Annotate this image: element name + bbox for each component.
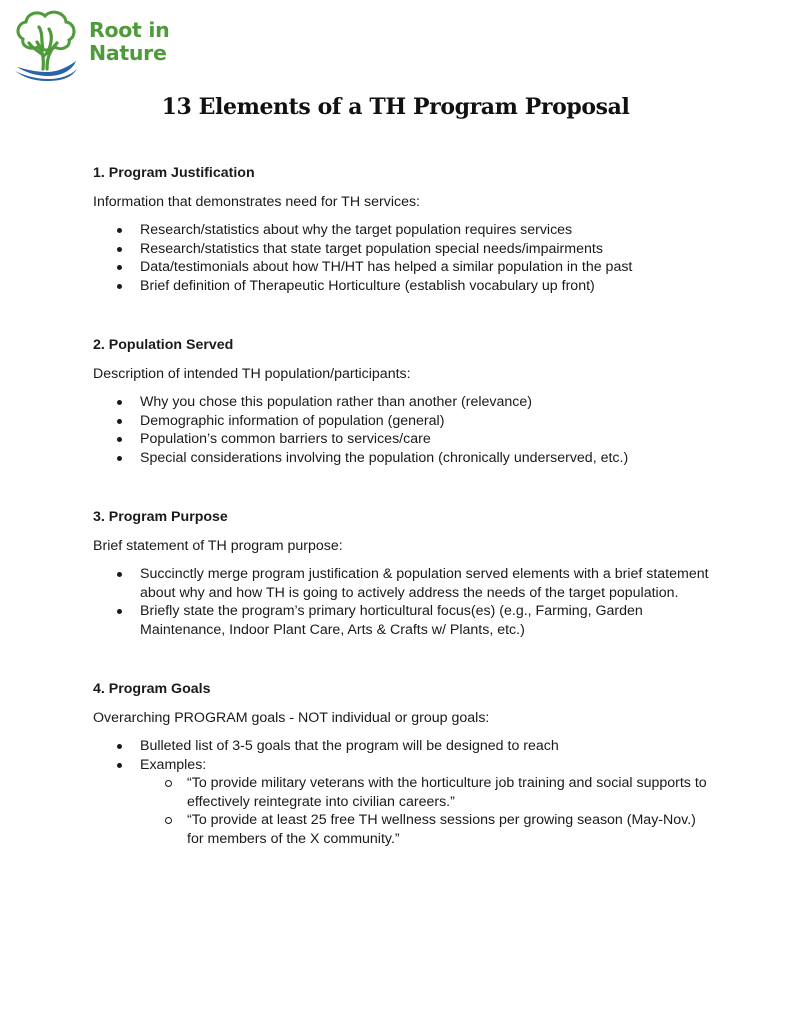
section-population-served: [93, 335, 713, 467]
list-item: Special considerations involving the population (chronically underserved, etc.): [93, 449, 713, 468]
section-heading: 1. Program Justification: [93, 165, 255, 181]
logo-line-1: Root in: [89, 18, 170, 42]
list-item: Population’s common barriers to services/care: [93, 430, 713, 449]
list-item: Bulleted list of 3-5 goals that the program will be designed to reach: [93, 737, 713, 756]
bullet-list: [93, 737, 713, 848]
sub-bullet-list: [140, 774, 713, 848]
tree-hand-icon: [13, 9, 79, 81]
page-title: 13 Elements of a TH Program Proposal: [161, 94, 630, 120]
section-intro: Information that demonstrates need for TH services:: [93, 194, 420, 210]
list-item: Research/statistics about why the target population requires services: [93, 221, 713, 240]
bullet-list: [93, 565, 713, 639]
list-item: Demographic information of population (general): [93, 412, 713, 431]
section-intro: Overarching PROGRAM goals - NOT individual or group goals:: [93, 710, 490, 726]
list-item-label: Examples:: [140, 756, 207, 773]
section-program-justification: [93, 163, 713, 295]
section-intro: Brief statement of TH program purpose:: [93, 538, 343, 554]
list-item: [93, 756, 713, 849]
root-in-nature-logo: [13, 9, 183, 81]
list-item: Why you chose this population rather than another (relevance): [93, 393, 713, 412]
section-program-goals: [93, 679, 713, 848]
list-item: Research/statistics that state target population special needs/impairments: [93, 240, 713, 259]
bullet-list: [93, 393, 713, 467]
list-item: Succinctly merge program justification & population served elements with a brief statement about why and how TH is going to actively address the needs of the target population.: [93, 565, 713, 602]
document-body: [93, 163, 713, 888]
example-item: “To provide at least 25 free TH wellness sessions per growing season (May-Nov.) for members of the X community.”: [140, 811, 713, 848]
logo-wordmark: [89, 19, 169, 65]
logo-line-2: Nature: [89, 41, 167, 65]
section-heading: 4. Program Goals: [93, 681, 211, 697]
section-heading: 3. Program Purpose: [93, 509, 228, 525]
list-item: Brief definition of Therapeutic Horticulture (establish vocabulary up front): [93, 277, 713, 296]
section-intro: Description of intended TH population/participants:: [93, 366, 411, 382]
example-item: “To provide military veterans with the horticulture job training and social supports to effectively reintegrate into civilian careers.”: [140, 774, 713, 811]
section-heading: 2. Population Served: [93, 337, 234, 353]
section-program-purpose: [93, 507, 713, 639]
list-item: Briefly state the program’s primary horticultural focus(es) (e.g., Farming, Garden Maintenance, Indoor Plant Care, Arts & Crafts w/ Plants, etc.): [93, 602, 713, 639]
bullet-list: [93, 221, 713, 295]
list-item: Data/testimonials about how TH/HT has helped a similar population in the past: [93, 258, 713, 277]
